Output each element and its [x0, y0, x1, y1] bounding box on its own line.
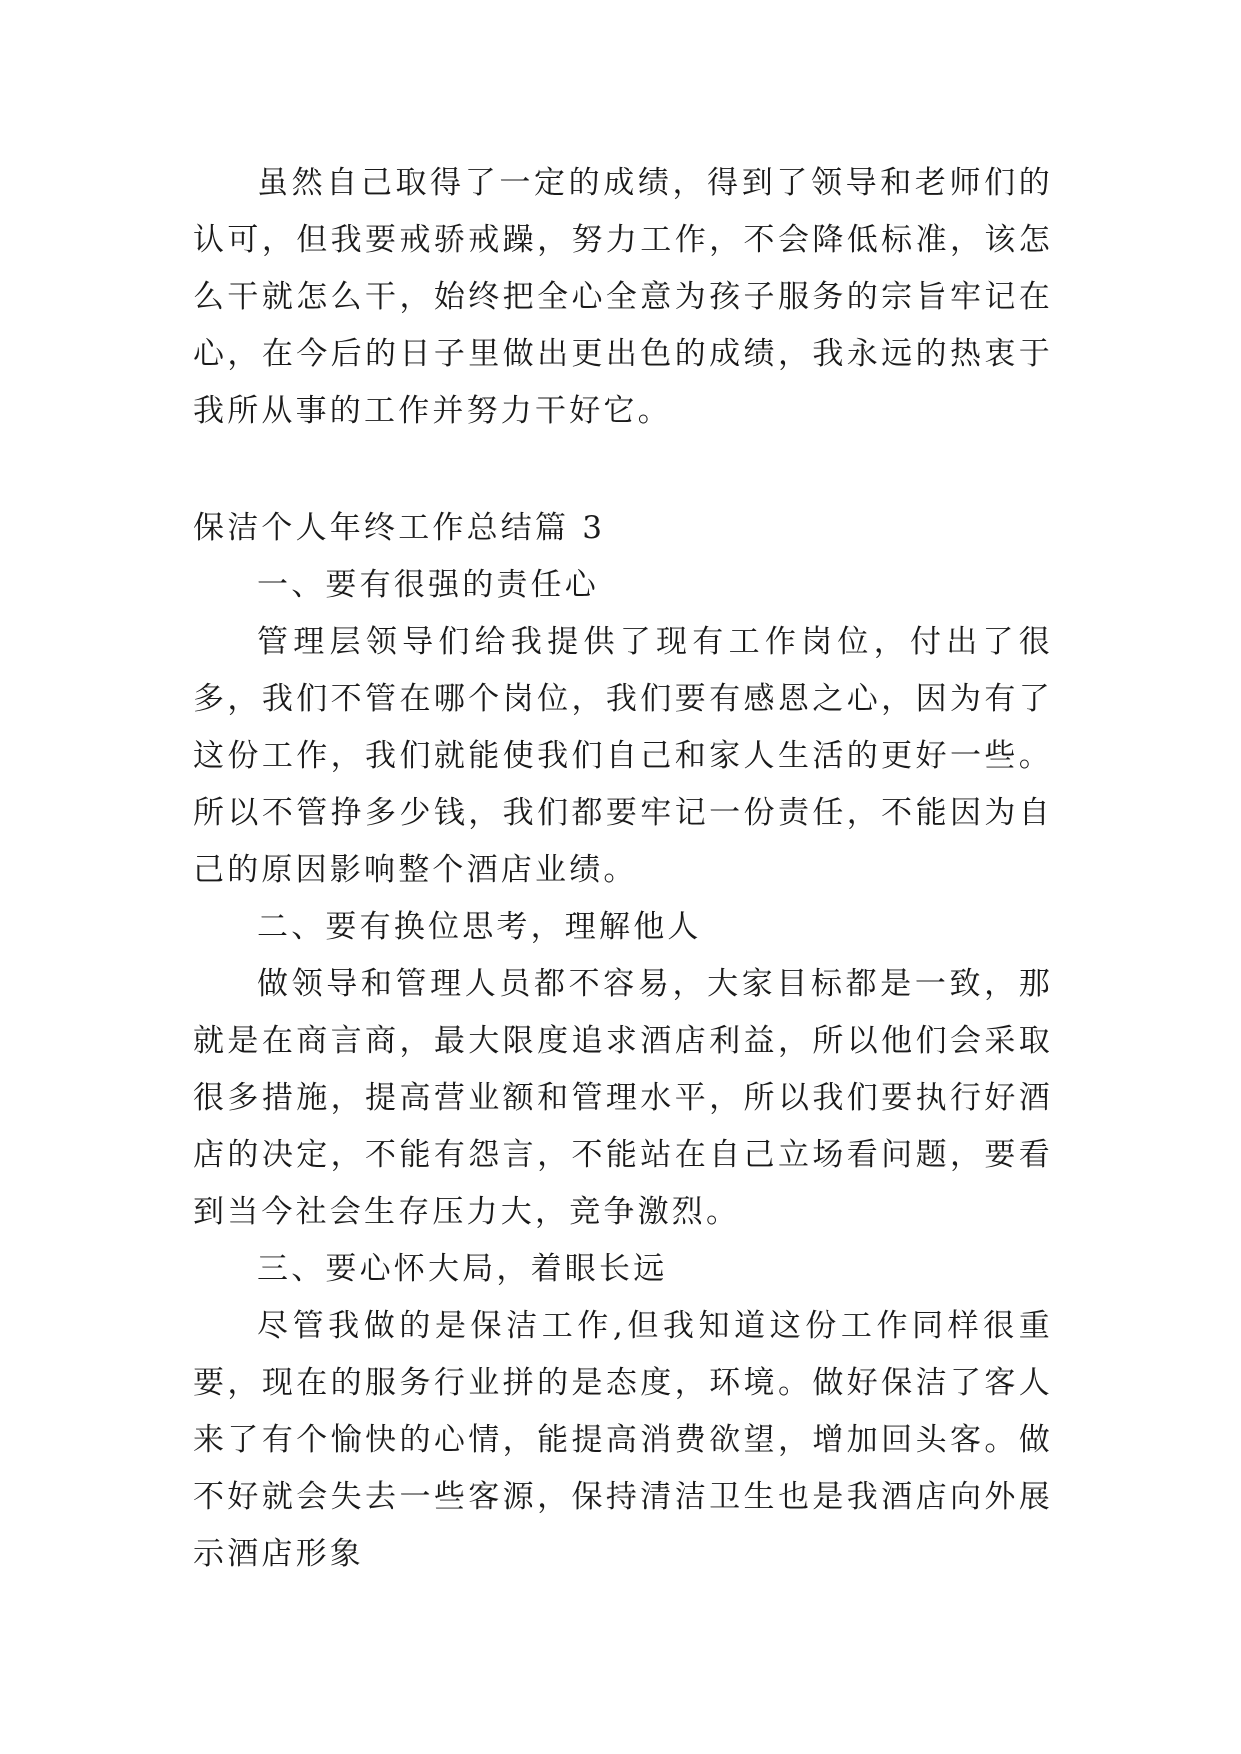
point2-heading: 二、要有换位思考，理解他人 [257, 909, 702, 945]
point1-body: 管理层领导们给我提供了现有工作岗位，付出了很多，我们不管在哪个岗位，我们要有感恩之心，因为有了这份工作，我们就能使我们自己和家人生活的更好一些。所以不管挣多少钱，我们都要牢记一份责任，不能因为自己的原因影响整个酒店业绩。 [193, 624, 1053, 888]
point1-heading: 一、要有很强的责任心 [257, 567, 599, 603]
point3-heading: 三、要心怀大局，着眼长远 [257, 1251, 668, 1287]
intro-paragraph: 虽然自己取得了一定的成绩，得到了领导和老师们的认可，但我要戒骄戒躁，努力工作，不会降低标准，该怎么干就怎么干，始终把全心全意为孩子服务的宗旨牢记在心，在今后的日子里做出更出色的成绩，我永远的热衷于我所从事的工作并努力干好它。 [193, 165, 1053, 429]
point3-body: 尽管我做的是保洁工作,但我知道这份工作同样很重要，现在的服务行业拼的是态度，环境。做好保洁了客人来了有个愉快的心情，能提高消费欲望，增加回头客。做不好就会失去一些客源，保持清洁卫生也是我酒店向外展示酒店形象 [193, 1308, 1053, 1572]
section-gap [193, 440, 1053, 500]
document-body [193, 155, 1053, 1583]
point2-body: 做领导和管理人员都不容易，大家目标都是一致，那就是在商言商，最大限度追求酒店利益，所以他们会采取很多措施，提高营业额和管理水平，所以我们要执行好酒店的决定，不能有怨言，不能站在自己立场看问题，要看到当今社会生存压力大，竞争激烈。 [193, 966, 1053, 1230]
section-title: 保洁个人年终工作总结篇 3 [193, 510, 606, 546]
